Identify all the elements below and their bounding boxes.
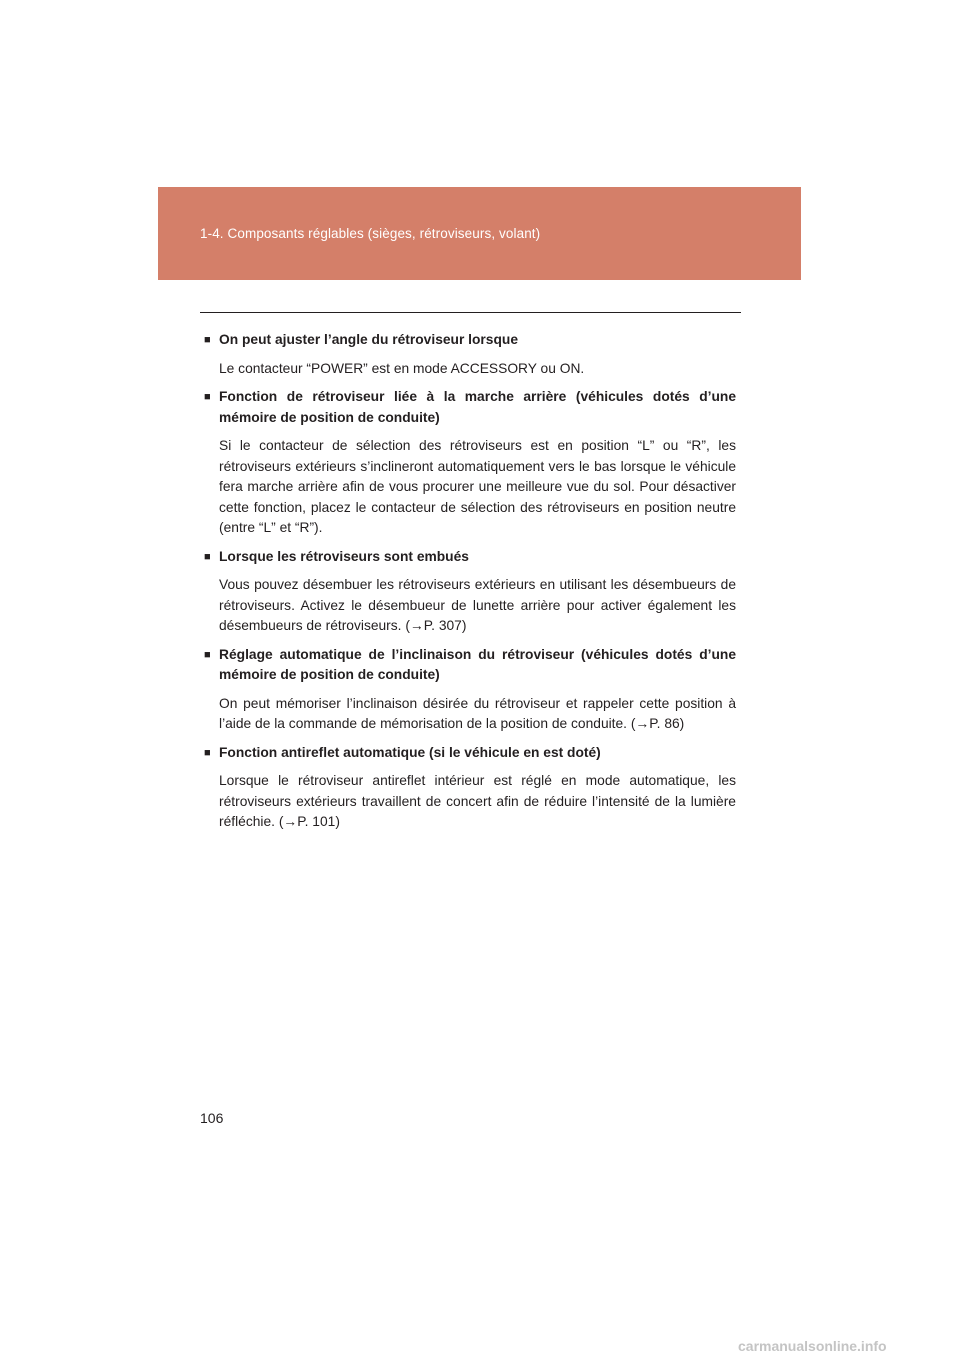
site-watermark: carmanualsonline.info: [738, 1338, 887, 1354]
note-heading: [204, 547, 736, 568]
note-body-text: Le contacteur “POWER” est en mode ACCESSORY ou ON.: [219, 360, 585, 376]
note-heading: [204, 645, 736, 686]
note-heading-text: On peut ajuster l’angle du rétroviseur lorsque: [219, 332, 518, 347]
square-bullet-icon: ■: [204, 550, 211, 563]
note-body-text: Vous pouvez désembuer les rétroviseurs extérieurs en utilisant les désembueurs de rétroviseurs. Activez le désembueur de lunette arrière pour activer également les désembueurs de rétroviseurs. (→P. 307): [219, 577, 736, 633]
square-bullet-icon: ■: [204, 648, 211, 661]
note-section: [204, 743, 736, 833]
square-bullet-icon: ■: [204, 391, 211, 403]
note-heading: [204, 743, 736, 764]
note-heading-text: Fonction de rétroviseur liée à la marche arrière (véhicules dotés d’une mémoire de position de conduite): [219, 389, 736, 425]
note-heading-text: Lorsque les rétroviseurs sont embués: [219, 548, 469, 564]
note-section: [204, 645, 736, 735]
note-heading-text: Fonction antireflet automatique (si le véhicule en est doté): [219, 744, 601, 760]
chapter-section-title: 1-4. Composants réglables (sièges, rétroviseurs, volant): [200, 226, 541, 241]
note-heading: [204, 330, 736, 351]
square-bullet-icon: ■: [204, 746, 211, 759]
note-body-text: Si le contacteur de sélection des rétroviseurs est en position “L” ou “R”, les rétroviseurs extérieurs s’inclineront automatiquement vers le bas lorsque le véhicule fera marche arrière afin de vous procurer une meilleure vue du sol. Pour désactiver cette fonction, placez le contacteur de sélection des rétroviseurs en position neutre (entre “L” et “R”).: [219, 438, 736, 535]
square-bullet-icon: ■: [204, 334, 211, 346]
note-section: [204, 330, 736, 379]
note-section: [204, 387, 736, 539]
page-content: [204, 330, 736, 841]
note-heading-text: Réglage automatique de l’inclinaison du rétroviseur (véhicules dotés d’une mémoire de position de conduite): [219, 646, 736, 682]
note-body-text: On peut mémoriser l’inclinaison désirée du rétroviseur et rappeler cette position à l’aide de la commande de mémorisation de la position de conduite. (→P. 86): [219, 695, 736, 731]
header-divider-rule: [200, 312, 741, 313]
note-body-text: Lorsque le rétroviseur antireflet intérieur est réglé en mode automatique, les rétroviseurs extérieurs travaillent de concert afin de réduire l’intensité de la lumière réfléchie. (→P. 101): [219, 773, 736, 829]
page-number: 106: [200, 1110, 224, 1126]
chapter-header-band: [158, 187, 801, 280]
note-section: [204, 547, 736, 637]
note-heading: [204, 387, 736, 428]
